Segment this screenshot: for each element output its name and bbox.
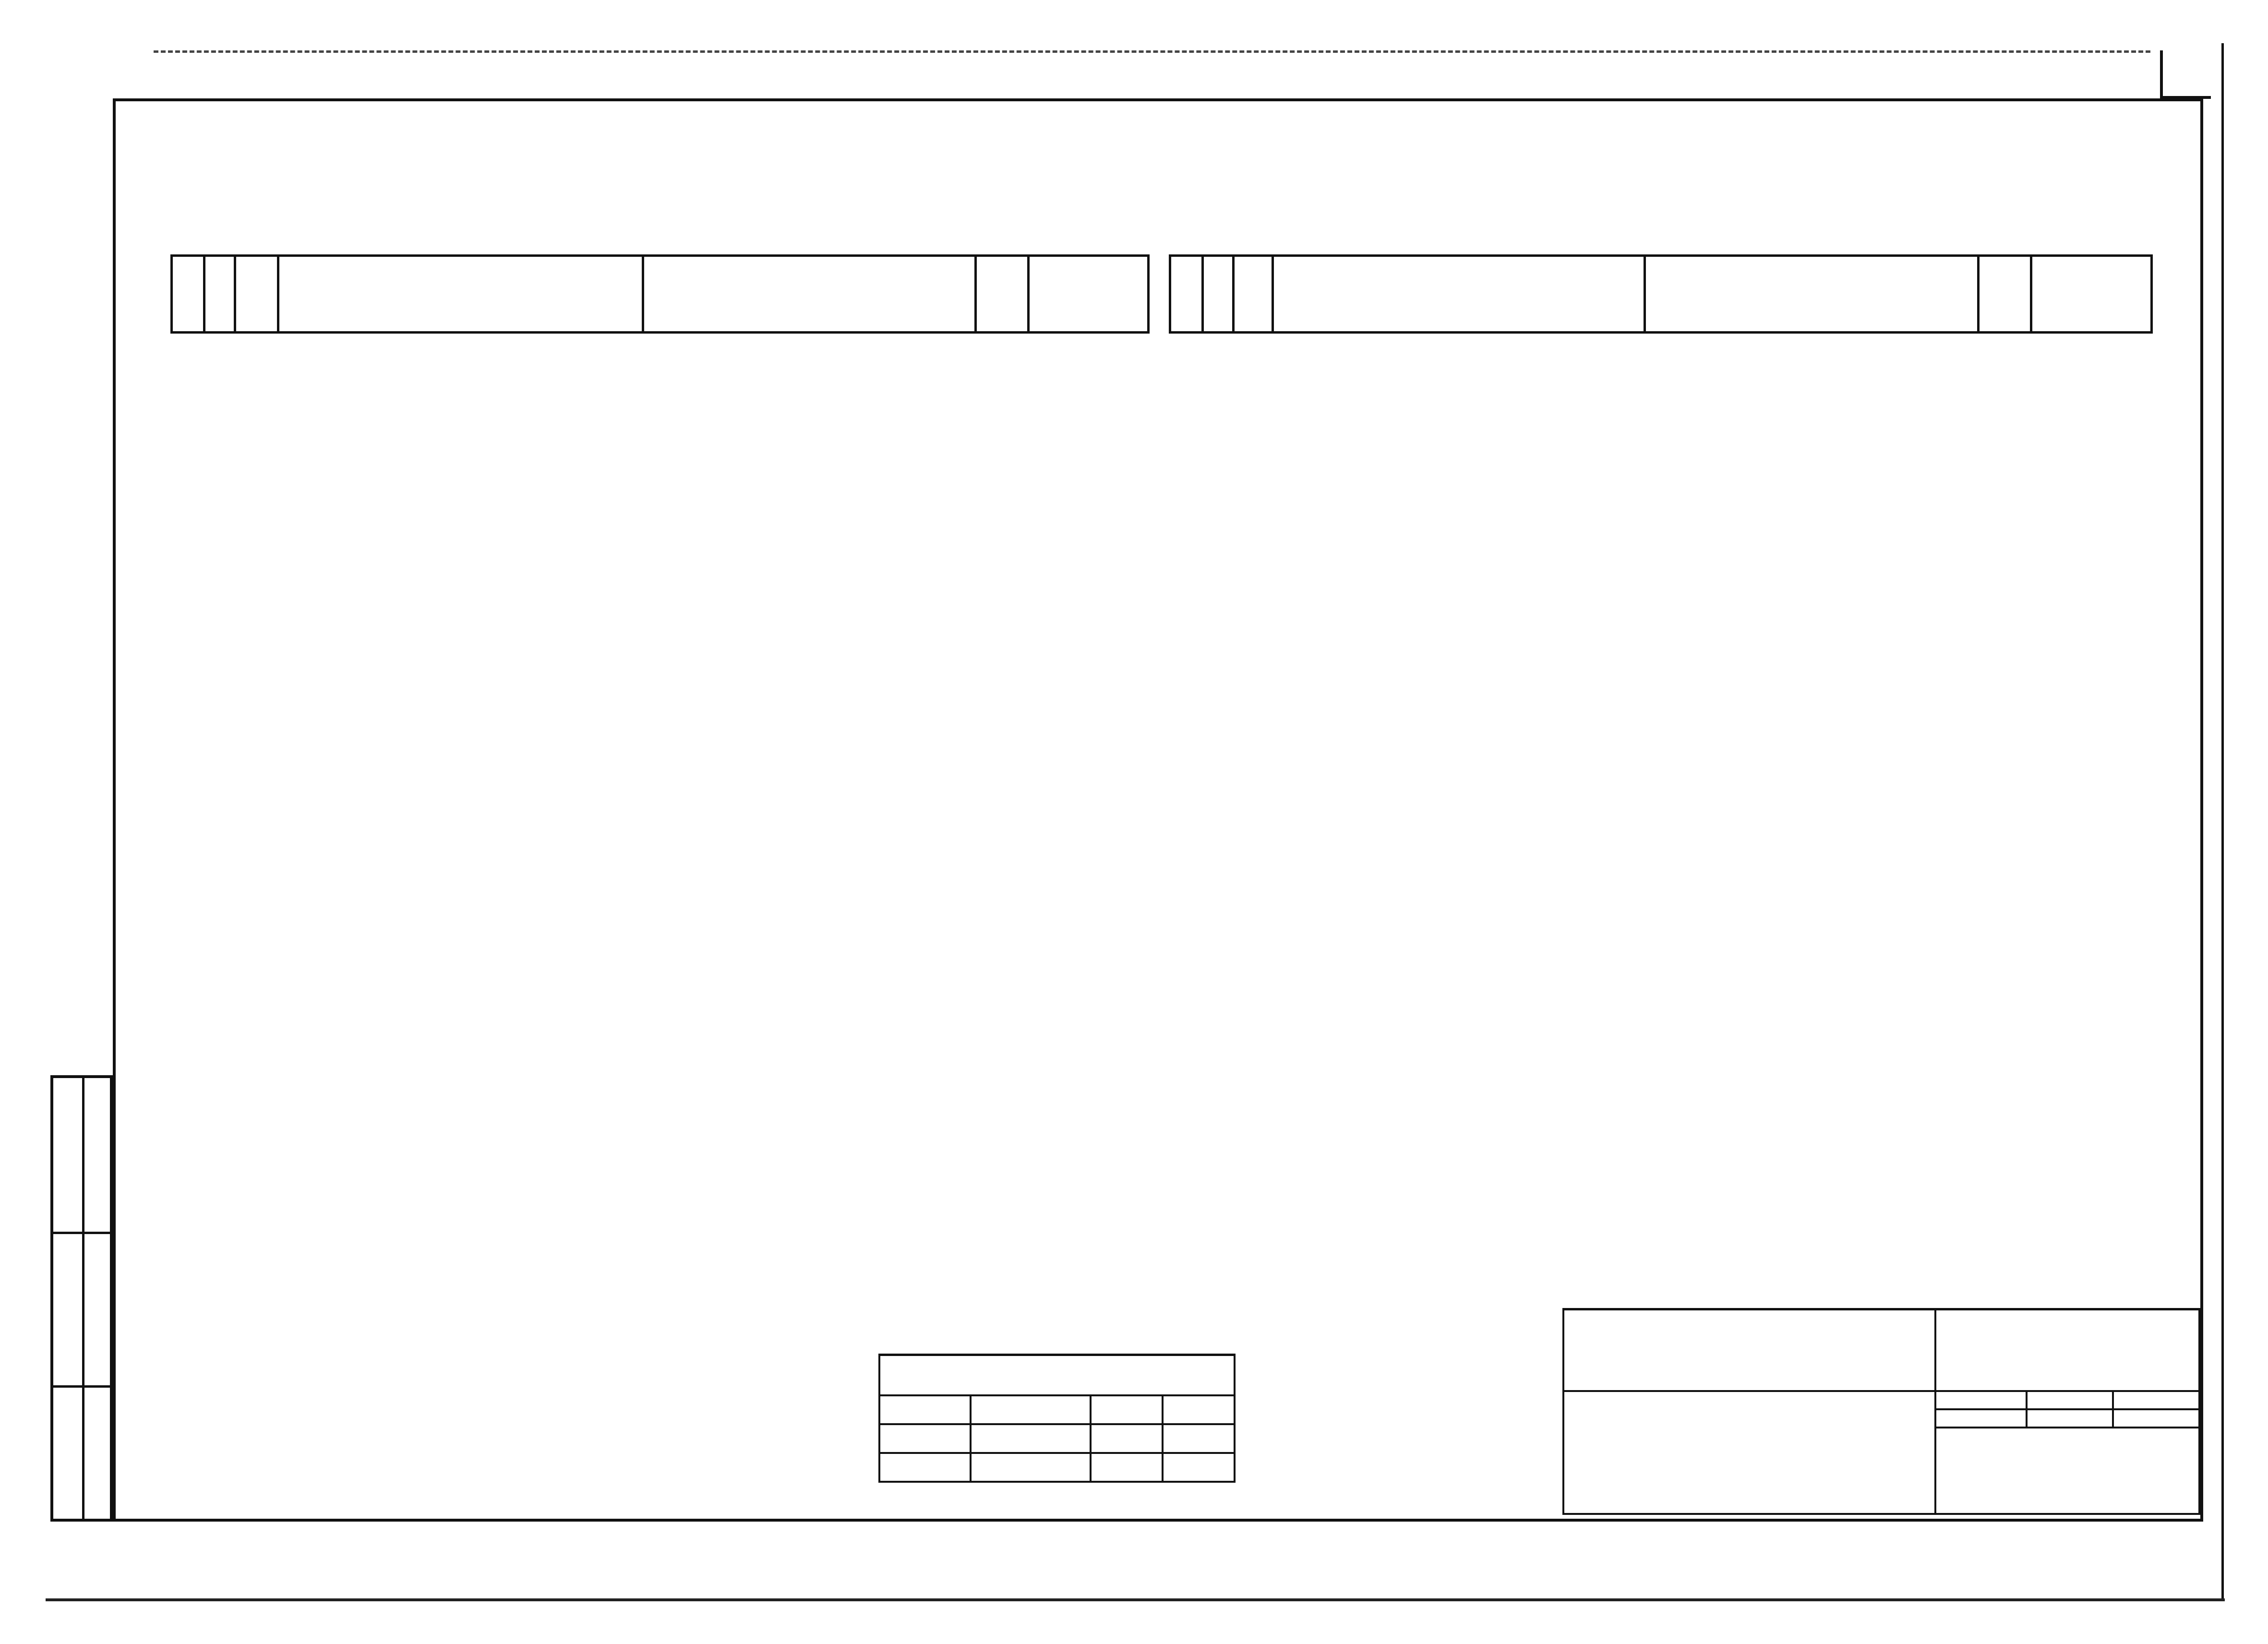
col-note: [2031, 256, 2152, 333]
privyazan-block: [878, 1354, 1236, 1483]
sheet-value: [2027, 1409, 2113, 1428]
col-name: [643, 256, 976, 333]
drawing-title: [1563, 1391, 1935, 1514]
right-edge-line: [2221, 43, 2224, 1601]
approval-stamp: [50, 1075, 113, 1522]
sheet-number: [2160, 50, 2211, 99]
col-designation: [1273, 256, 1645, 333]
right-spec-table: [1169, 254, 2153, 334]
col-qty: [1979, 256, 2031, 333]
stage-label: [1935, 1391, 2027, 1409]
col-zone: [1203, 256, 1234, 333]
side-title: [67, 749, 114, 912]
sheets-value: [2113, 1409, 2199, 1428]
title-main-block: [1562, 1308, 2200, 1515]
col-format: [1170, 256, 1203, 333]
top-dashed-line: [154, 50, 2150, 53]
sheet-label: [2027, 1391, 2113, 1409]
col-designation: [278, 256, 643, 333]
col-pos: [1234, 256, 1273, 333]
col-qty: [976, 256, 1029, 333]
doc-mark: [1935, 1309, 2199, 1391]
left-spec-table: [170, 254, 1150, 334]
stage-value: [1935, 1409, 2027, 1428]
bottom-line: [46, 1598, 2225, 1601]
organization: [1935, 1428, 2199, 1514]
table-header-row: [1170, 256, 2152, 333]
inv-no-label: [879, 1453, 971, 1482]
col-note: [1029, 256, 1149, 333]
col-pos: [235, 256, 278, 333]
col-zone: [204, 256, 235, 333]
doc-code: [1563, 1309, 1935, 1391]
sheets-label: [2113, 1391, 2199, 1409]
col-format: [172, 256, 204, 333]
table-header-row: [172, 256, 1149, 333]
privyazan-label: [879, 1355, 1235, 1395]
col-name: [1645, 256, 1979, 333]
